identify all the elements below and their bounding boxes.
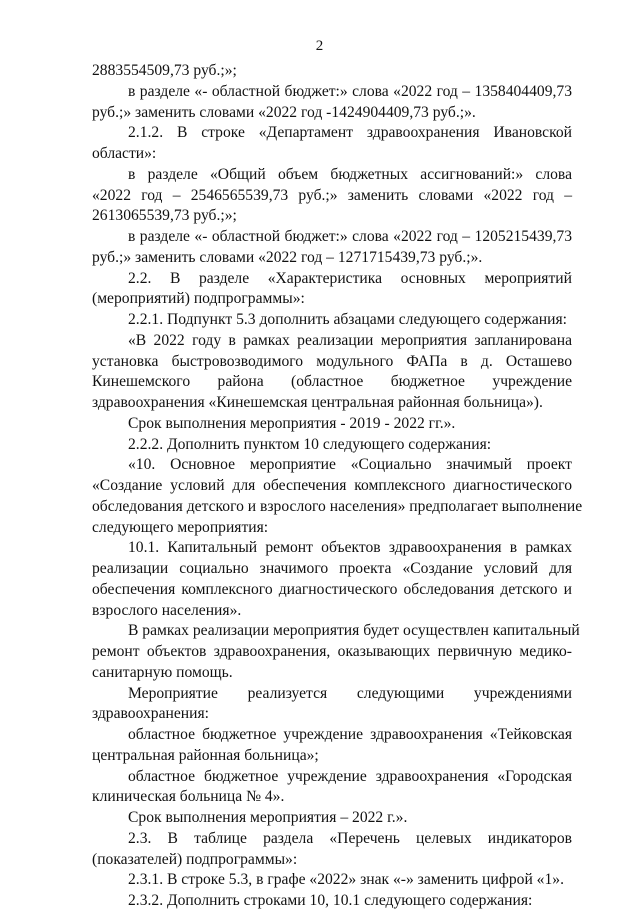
text-line: 10.1. Капитальный ремонт объектов здравоохранения в рамках <box>128 539 572 557</box>
text-line: 2883554509,73 руб.;»; <box>92 62 237 79</box>
text-line: здравоохранения «Кинешемская центральная районная больница»). <box>92 394 543 411</box>
text-line: в разделе «Общий объем бюджетных ассигнований:» слова <box>128 165 572 183</box>
text-line: клиническая больница № 4». <box>92 788 285 806</box>
text-line: области»: <box>92 145 157 162</box>
text-line: центральная районная больница»; <box>92 746 319 764</box>
text-line: областное бюджетное учреждение здравоохранения «Тейковская <box>128 726 572 743</box>
text-line: «10. Основное мероприятие «Социально значимый проект <box>128 456 572 474</box>
text-line: следующего мероприятия: <box>92 518 269 536</box>
text-line: 2.2. В разделе «Характеристика основных мероприятий <box>128 269 572 287</box>
text-line: 2.2.1. Подпункт 5.3 дополнить абзацами следующего содержания: <box>128 311 568 328</box>
text-line: обеспечения комплексного диагностического обследования детского и <box>92 580 572 598</box>
text-line: ремонт объектов здравоохранения, оказывающих первичную медико- <box>92 643 572 660</box>
page-number: 2 <box>315 38 324 54</box>
text-line: (показателей) подпрограммы»: <box>92 850 298 868</box>
text-line: руб.;» заменить словами «2022 год – 1271715439,73 руб.;». <box>92 248 483 266</box>
text-line: руб.;» заменить словами «2022 год -1424904409,73 руб.;». <box>92 103 476 121</box>
text-line: Кинешемского района (областное бюджетное учреждение <box>92 373 572 391</box>
text-line: взрослого населения». <box>92 601 242 619</box>
text-line: Срок выполнения мероприятия - 2019 - 2022 гг.». <box>128 414 456 432</box>
text-line: обследования детского и взрослого населения» предполагает выполнение <box>92 497 583 515</box>
text-line: здравоохранения: <box>92 705 209 723</box>
text-line: реализации социально значимого проекта «Создание условий для <box>92 560 572 577</box>
text-line: 2.3. В таблице раздела «Перечень целевых индикаторов <box>128 829 572 847</box>
text-line: «В 2022 году в рамках реализации мероприятия запланирована <box>128 331 572 349</box>
text-line: (мероприятий) подпрограммы»: <box>92 290 305 308</box>
text-line: санитарную помощь. <box>92 663 233 681</box>
text-line: 2613065539,73 руб.;»; <box>92 207 237 225</box>
text-line: 2.3.2. Дополнить строками 10, 10.1 следующего содержания: <box>128 892 533 909</box>
text-line: Срок выполнения мероприятия – 2022 г.». <box>128 809 408 826</box>
text-line: областное бюджетное учреждение здравоохранения «Городская <box>128 767 572 785</box>
text-line: «Создание условий для обеспечения комплексного диагностического <box>92 477 572 494</box>
text-line: Мероприятие реализуется следующими учреждениями <box>128 684 572 702</box>
text-line: в разделе «- областной бюджет:» слова «2022 год – 1358404409,73 <box>128 82 572 100</box>
text-line: В рамках реализации мероприятия будет осуществлен капитальный <box>128 622 580 640</box>
text-line: «2022 год – 2546565539,73 руб.;» заменить словами «2022 год – <box>92 186 572 204</box>
text-line: в разделе «- областной бюджет:» слова «2022 год – 1205215439,73 <box>128 228 572 245</box>
text-line: 2.1.2. В строке «Департамент здравоохранения Ивановской <box>128 124 572 142</box>
text-line: установка быстровозводимого модульного ФАПа в д. Осташево <box>92 352 572 370</box>
text-line: 2.2.2. Дополнить пунктом 10 следующего содержания: <box>128 435 492 453</box>
text-line: 2.3.1. В строке 5.3, в графе «2022» знак «-» заменить цифрой «1». <box>128 871 564 889</box>
